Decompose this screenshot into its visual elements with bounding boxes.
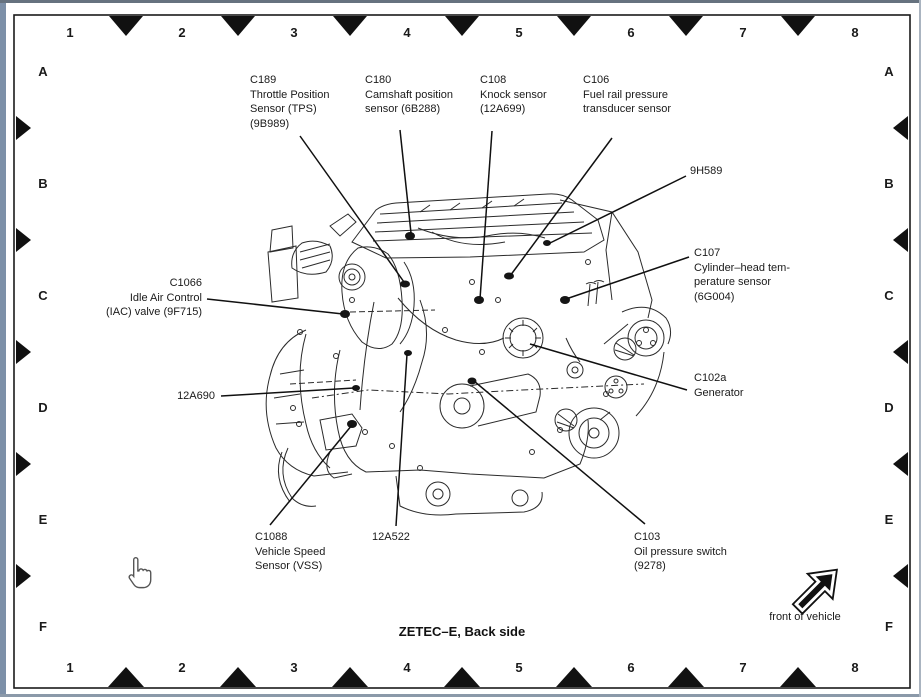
grid-marker-triangle [893,452,908,476]
grid-marker-triangles [16,16,908,687]
callout-c102a [694,371,744,400]
grid-marker-triangle [16,116,31,140]
grid-marker-triangle [444,667,480,687]
callout-c1088-line: Sensor (VSS) [255,560,323,572]
grid-marker-triangle [445,16,479,36]
grid-marker-triangle [780,667,816,687]
grid-marker-triangle [668,667,704,687]
grid-marker-triangle [109,16,143,36]
callout-c189-line: Throttle Position [250,88,330,101]
grid-marker-triangle [556,667,592,687]
callout-c107-line: perature sensor [694,276,772,288]
diagram-caption: ZETEC–E, Back side [398,624,526,639]
grid-row-label-left: A [38,64,48,79]
grid-row-label-right: E [884,512,894,527]
leader-line-c107 [566,257,689,299]
grid-marker-triangle [557,16,591,36]
callout-c108-line: Knock sensor [480,88,547,101]
grid-col-label-top: 1 [66,25,74,40]
grid-col-label-top: 4 [403,25,411,40]
leader-line-c103 [474,381,645,524]
callout-c1088-line: Vehicle Speed [255,545,326,558]
grid-col-label-top: 8 [851,25,859,40]
grid-row-label-left: C [38,288,48,303]
grid-col-label-bottom: 5 [515,660,523,675]
grid-row-label-right: C [884,288,894,303]
grid-col-label-top: 5 [515,25,523,40]
callout-c1066-line: Idle Air Control [129,291,202,304]
mouse-cursor-hand-icon [129,558,150,588]
grid-row-label-left: B [38,176,48,191]
callout-c1088-line: C1088 [255,531,288,543]
callout-9h589-line: 9H589 [690,165,723,177]
grid-col-label-bottom: 1 [66,660,74,675]
grid-col-label-bottom: 3 [290,660,298,675]
grid-marker-triangle [16,340,31,364]
grid-marker-triangle [221,16,255,36]
callout-c107-line: (6G004) [694,290,735,303]
callout-c108 [480,73,547,117]
grid-col-label-bottom: 4 [403,660,411,675]
callout-c103 [634,530,727,574]
callout-c1066 [80,276,202,320]
grid-row-label-left: F [39,619,47,634]
grid-col-label-top: 6 [627,25,635,40]
grid-col-label-bottom: 6 [627,660,635,675]
callout-c106 [583,73,671,117]
front-of-vehicle-arrow-icon [790,563,843,616]
grid-row-label-left: E [38,512,48,527]
callout-c180-line: sensor (6B288) [365,103,441,115]
callout-12a522-line: 12A522 [372,531,410,543]
callout-c108-line: (12A699) [480,103,526,115]
grid-row-label-left: D [38,400,48,415]
callout-9h589 [690,164,722,179]
leader-line-c180 [400,130,411,233]
grid-row-label-right: A [884,64,894,79]
callout-c1066-line: C1066 [169,277,202,289]
grid-row-label-right: D [884,400,894,415]
callout-leader-lines [207,130,689,526]
callout-c189-line: Sensor (TPS) [250,103,317,115]
grid-col-label-top: 2 [178,25,186,40]
grid-marker-triangle [16,228,31,252]
grid-row-label-right: F [885,619,893,634]
callout-c108-line: C108 [480,74,507,86]
callout-c1066-line: (IAC) valve (9F715) [106,306,202,318]
callout-c189-line: C189 [250,74,277,86]
callout-c106-line: Fuel rail pressure [583,88,668,101]
callout-c107-line: Cylinder–head tem- [694,261,790,274]
callout-c102a-line: Generator [694,386,744,399]
grid-marker-triangle [333,16,367,36]
grid-col-label-top: 7 [739,25,747,40]
callout-c106-line: C106 [583,74,610,86]
callout-c180-line: Camshaft position [365,88,454,101]
leader-line-c189 [300,136,404,282]
grid-marker-triangle [893,116,908,140]
leader-line-c108 [480,131,492,299]
callout-c103-line: C103 [634,531,661,543]
leader-line-12a522 [396,354,407,526]
engine-line-art [266,194,670,515]
callout-12a522 [372,530,410,545]
callout-c189-line: (9B989) [250,117,290,130]
grid-col-label-bottom: 7 [739,660,747,675]
leader-line-c102a [530,344,687,390]
grid-marker-triangle [108,667,144,687]
grid-row-label-right: B [884,176,894,191]
grid-col-label-bottom: 2 [178,660,186,675]
callout-c103-line: (9278) [634,560,666,572]
grid-marker-triangle [893,340,908,364]
callout-c103-line: Oil pressure switch [634,545,727,558]
grid-marker-triangle [16,564,31,588]
grid-marker-triangle [893,564,908,588]
callout-12a690 [115,389,215,404]
grid-col-label-top: 3 [290,25,298,40]
grid-col-label-bottom: 8 [851,660,859,675]
leader-line-9h589 [548,176,686,244]
grid-marker-triangle [16,452,31,476]
callout-c107 [694,246,790,304]
callout-c1088 [255,530,325,574]
page-border [14,15,910,688]
front-of-vehicle-label: front of vehicle [769,611,841,623]
grid-marker-triangle [893,228,908,252]
callout-c102a-line: C102a [694,372,727,384]
callout-c107-line: C107 [694,247,721,259]
callout-c180-line: C180 [365,74,392,86]
callout-c189 [250,73,329,131]
callout-c180 [365,73,453,117]
callout-12a690-line: 12A690 [177,390,215,402]
grid-marker-triangle [669,16,703,36]
grid-marker-triangle [781,16,815,36]
callout-c106-line: transducer sensor [583,103,672,115]
leader-line-c106 [510,138,612,276]
grid-marker-triangle [332,667,368,687]
grid-marker-triangle [220,667,256,687]
